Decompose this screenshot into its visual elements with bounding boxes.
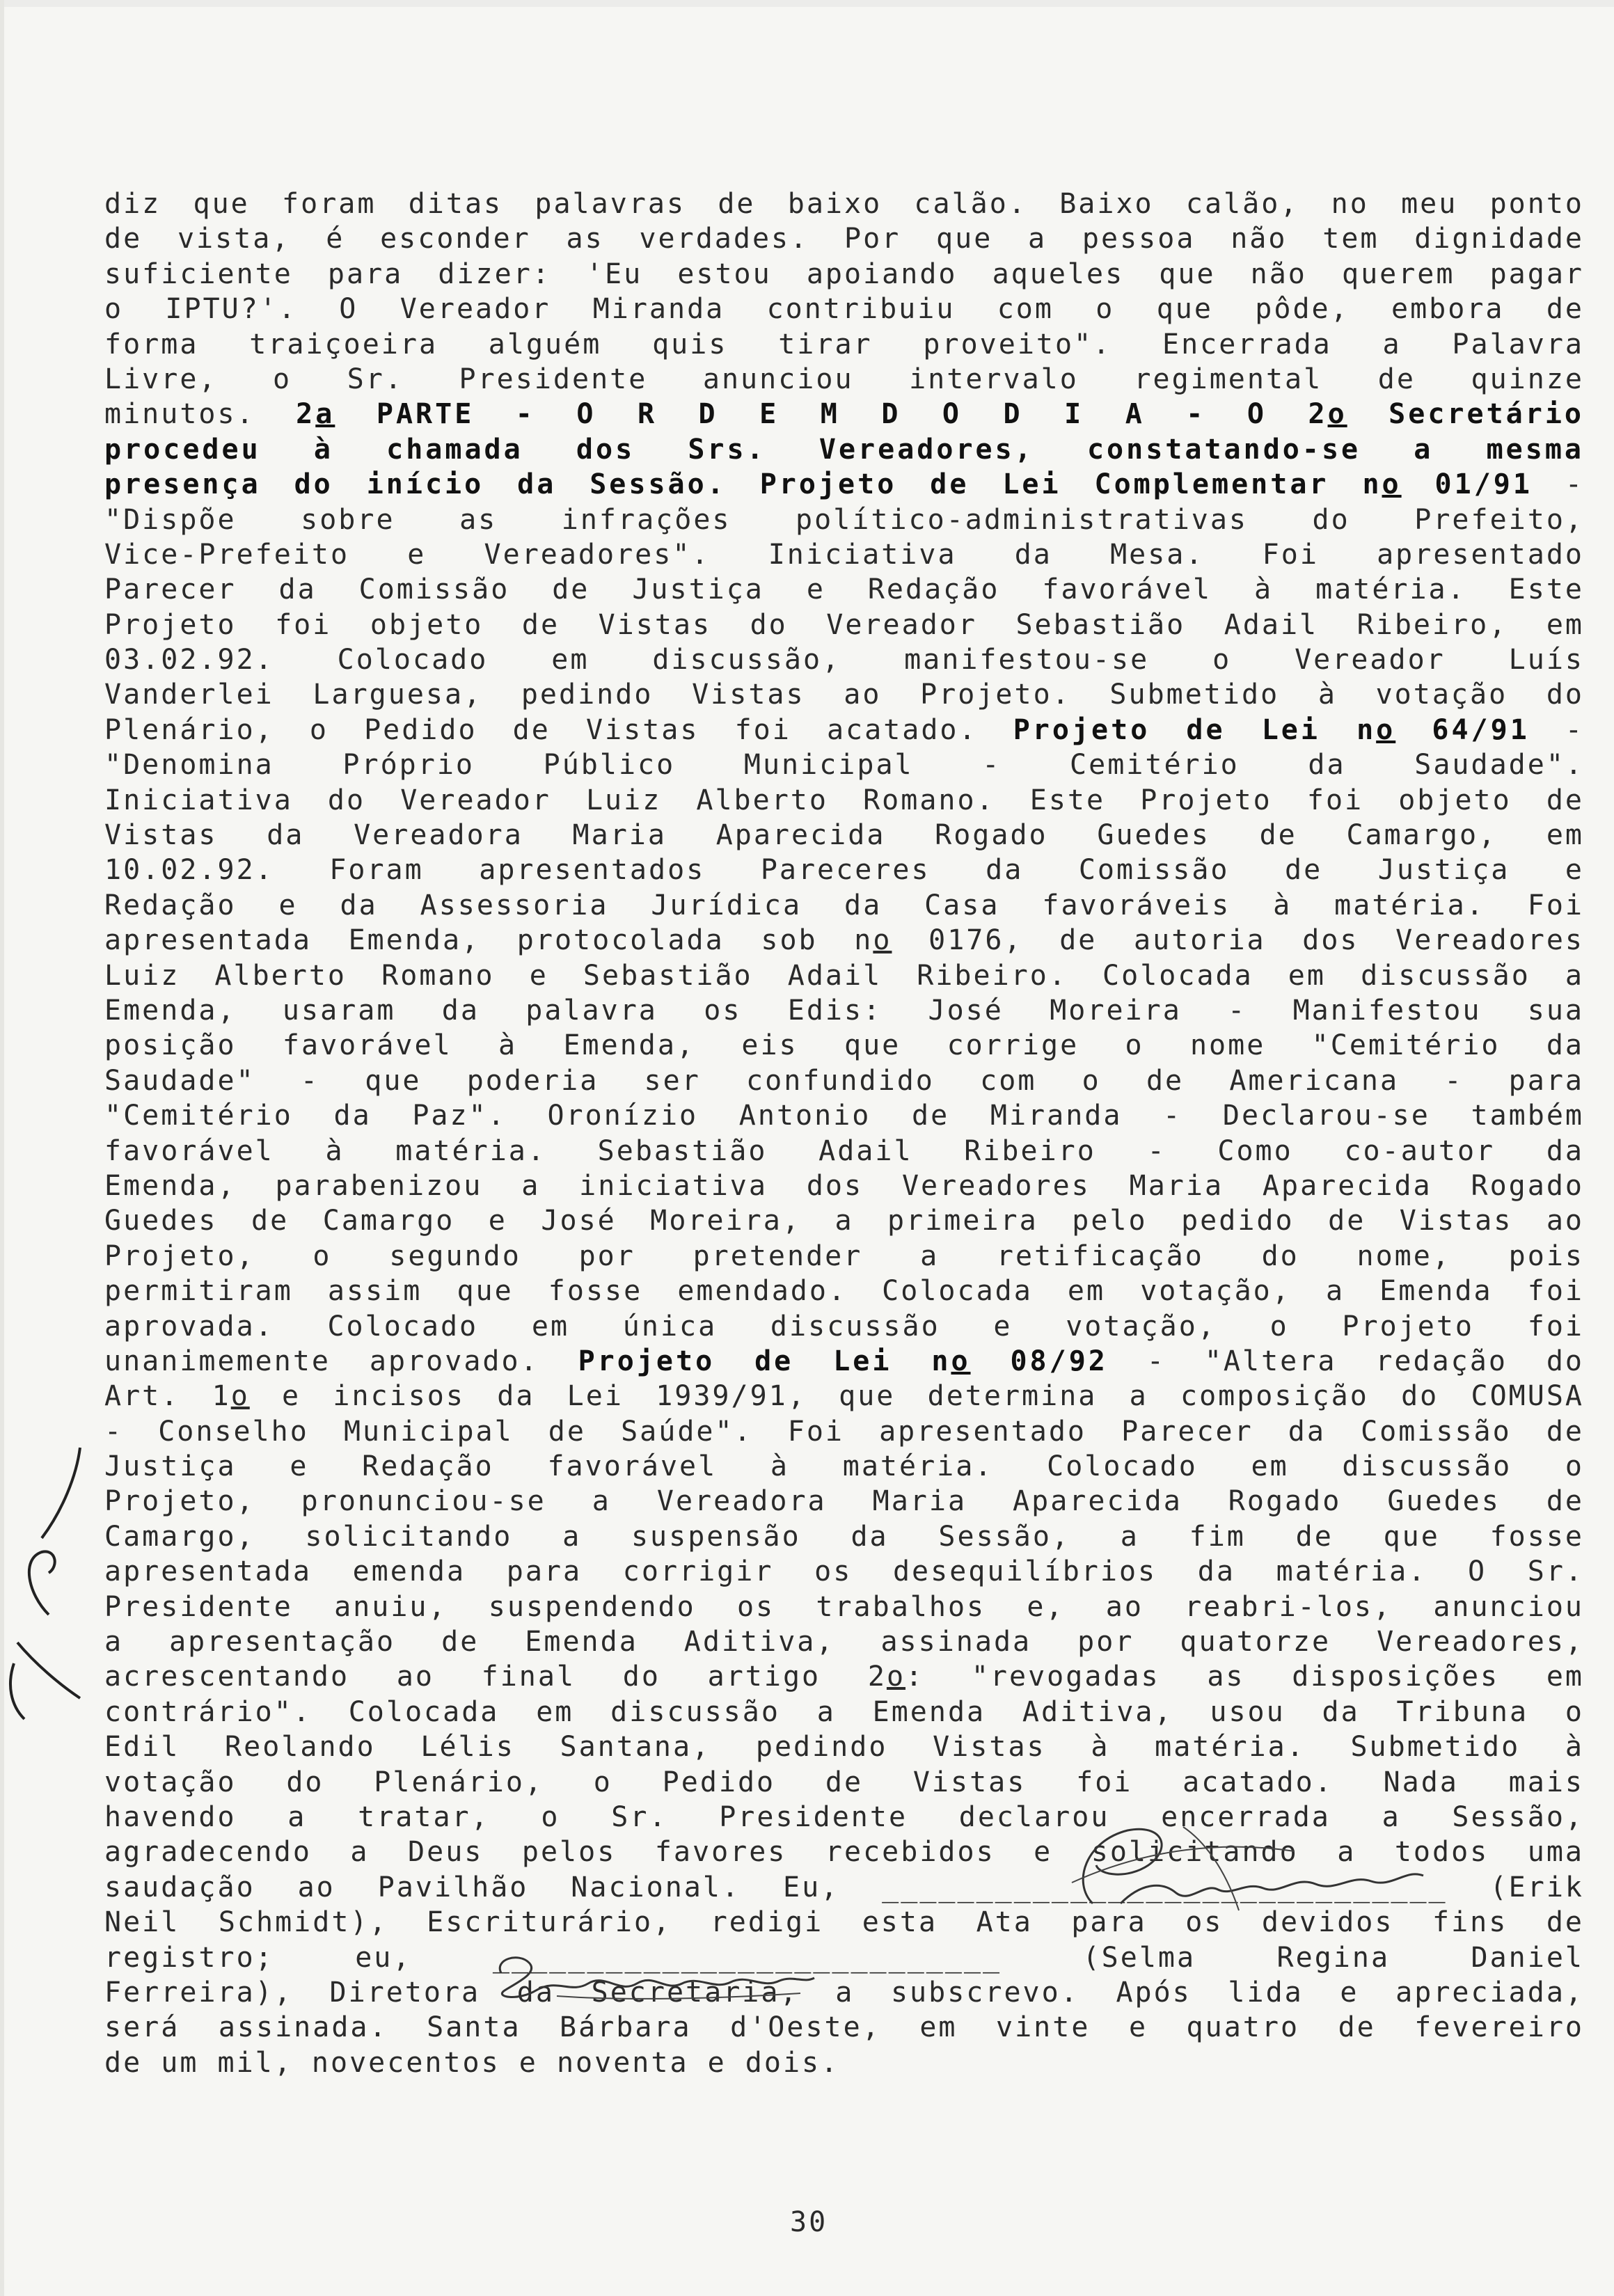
text-segment: havendo a tratar, o Sr. Presidente declarou encerrada a Sessão, xyxy=(104,1800,1584,1833)
text-segment: o xyxy=(230,1380,250,1413)
text-segment: registro; eu, ___________________________ (Selma Regina Daniel xyxy=(104,1941,1584,1974)
text-line xyxy=(104,747,1584,782)
text-segment: o xyxy=(1382,468,1402,501)
text-segment: o xyxy=(951,1345,971,1377)
text-segment: 0176, de autoria dos Vereadores xyxy=(892,924,1585,957)
text-segment: Neil Schmidt), Escriturário, redigi esta Ata para os devidos fins de xyxy=(104,1906,1584,1939)
text-segment: o xyxy=(1327,398,1347,431)
text-line xyxy=(104,1519,1584,1554)
text-segment: Projeto foi objeto de Vistas do Vereador Sebastião Adail Ribeiro, em xyxy=(104,608,1584,641)
text-segment: a xyxy=(315,398,335,431)
text-segment: minutos. xyxy=(104,398,296,431)
text-segment: "Cemitério da Paz". Oronízio Antonio de Miranda - Declarou-se também xyxy=(104,1100,1584,1132)
text-segment: Vistas da Vereadora Maria Aparecida Rogado Guedes de Camargo, em xyxy=(104,819,1584,852)
text-segment: suficiente para dizer: 'Eu estou apoiando aqueles que não querem pagar xyxy=(104,258,1584,290)
text-segment: Projeto, o segundo por pretender a retificação do nome, pois xyxy=(104,1240,1584,1272)
text-segment: Justiça e Redação favorável à matéria. Colocado em discussão o xyxy=(104,1450,1584,1483)
text-line xyxy=(104,1098,1584,1133)
text-line xyxy=(104,608,1584,642)
text-segment: "Dispõe sobre as infrações político-administrativas do Prefeito, xyxy=(104,503,1584,536)
text-segment: diz que foram ditas palavras de baixo calão. Baixo calão, no meu ponto xyxy=(104,188,1584,220)
text-line xyxy=(104,1274,1584,1308)
text-line xyxy=(104,1765,1584,1800)
text-line xyxy=(104,713,1584,747)
text-line xyxy=(104,818,1584,853)
text-line xyxy=(104,1590,1584,1624)
text-segment: 2 xyxy=(1308,398,1328,431)
text-line xyxy=(104,537,1584,572)
text-segment: 08/92 xyxy=(970,1345,1108,1377)
text-line xyxy=(104,1239,1584,1274)
text-segment: o IPTU?'. O Vereador Miranda contribuiu com o que pôde, embora de xyxy=(104,293,1584,326)
text-segment: o xyxy=(1376,713,1396,746)
text-line xyxy=(104,1344,1584,1379)
text-line xyxy=(104,362,1584,397)
handwritten-signature-director xyxy=(452,1935,842,2011)
text-segment: de vista, é esconder as verdades. Por que a pessoa não tem dignidade xyxy=(104,223,1584,255)
text-segment: Vice-Prefeito e Vereadores". Iniciativa da Mesa. Foi apresentado xyxy=(104,538,1584,571)
text-segment: "Denomina Próprio Público Municipal - Cemitério da Saudade". xyxy=(104,749,1584,782)
text-line xyxy=(104,853,1584,887)
text-segment: Emenda, parabenizou a iniciativa dos Vereadores Maria Aparecida Rogado xyxy=(104,1169,1584,1202)
text-segment: - xyxy=(1529,713,1584,746)
text-segment: Emenda, usaram da palavra os Edis: José Moreira - Manifestou sua xyxy=(104,994,1584,1027)
text-segment: PARTE - O R D E M D O D I A - O xyxy=(335,398,1308,431)
text-segment: acrescentando ao final do artigo 2 xyxy=(104,1661,887,1693)
text-segment: Ferreira), Diretora da Secretaria, a subscrevo. Após lida e apreciada, xyxy=(104,1976,1584,2009)
text-segment: Redação e da Assessoria Jurídica da Casa favoráveis à matéria. Foi xyxy=(104,889,1584,921)
text-segment: - Conselho Municipal de Saúde". Foi apresentado Parecer da Comissão de xyxy=(104,1415,1584,1448)
handwritten-margin-rubric xyxy=(0,1434,104,1726)
text-segment: será assinada. Santa Bárbara d'Oeste, em vinte e quatro de fevereiro xyxy=(104,2011,1584,2044)
text-line xyxy=(104,397,1584,432)
text-segment: 64/91 xyxy=(1395,713,1530,746)
text-line xyxy=(104,2010,1584,2045)
page-edge xyxy=(0,0,4,2296)
text-line xyxy=(104,1624,1584,1659)
text-segment: 10.02.92. Foram apresentados Pareceres da Comissão de Justiça e xyxy=(104,854,1584,887)
text-segment: Luiz Alberto Romano e Sebastião Adail Ribeiro. Colocada em discussão a xyxy=(104,959,1584,992)
text-line xyxy=(104,1659,1584,1694)
text-segment: Parecer da Comissão de Justiça e Redação favorável à matéria. Este xyxy=(104,573,1584,606)
text-line xyxy=(104,327,1584,362)
text-segment: Presidente anuiu, suspendendo os trabalhos e, ao reabri-los, anunciou xyxy=(104,1590,1584,1623)
text-line xyxy=(104,993,1584,1028)
text-segment: procedeu à chamada dos Srs. Vereadores, constatando-se a mesma xyxy=(104,433,1584,466)
text-segment: e incisos da Lei 1939/91, que determina a composição do COMUSA xyxy=(249,1380,1584,1413)
text-line xyxy=(104,1063,1584,1098)
text-line xyxy=(104,432,1584,467)
text-segment: Art. 1 xyxy=(104,1380,231,1413)
text-line xyxy=(104,1449,1584,1484)
text-line xyxy=(104,1379,1584,1414)
text-segment: Camargo, solicitando a suspensão da Sessão, a fim de que fosse xyxy=(104,1520,1584,1553)
text-line xyxy=(104,1134,1584,1169)
page-number: 30 xyxy=(790,2206,828,2238)
text-segment: unanimemente aprovado. xyxy=(104,1345,578,1377)
text-segment: de um mil, novecentos e noventa e dois. xyxy=(104,2046,840,2079)
text-segment: - "Altera redação do xyxy=(1107,1345,1585,1377)
text-line xyxy=(104,888,1584,923)
text-line xyxy=(104,2045,1584,2080)
text-line xyxy=(104,1414,1584,1449)
text-line xyxy=(104,1729,1584,1764)
text-line xyxy=(104,502,1584,537)
text-segment: Saudade" - que poderia ser confundido com o de Americana - para xyxy=(104,1064,1584,1097)
text-line xyxy=(104,958,1584,993)
text-line xyxy=(104,292,1584,326)
text-segment: 03.02.92. Colocado em discussão, manifestou-se o Vereador Luís xyxy=(104,644,1584,676)
text-segment: o xyxy=(886,1661,906,1693)
text-segment: contrário". Colocada em discussão a Emenda Aditiva, usou da Tribuna o xyxy=(104,1695,1584,1728)
text-segment: apresentada Emenda, protocolada sob n xyxy=(104,924,873,957)
text-line xyxy=(104,923,1584,958)
text-segment: Vanderlei Larguesa, pedindo Vistas ao Projeto. Submetido à votação do xyxy=(104,679,1584,711)
text-line xyxy=(104,187,1584,221)
text-segment: presença do início da Sessão. Projeto de Lei Complementar n xyxy=(104,468,1382,501)
text-segment: : "revogadas as disposições em xyxy=(905,1661,1584,1693)
text-line xyxy=(104,1554,1584,1589)
text-segment: Livre, o Sr. Presidente anunciou intervalo regimental de quinze xyxy=(104,363,1584,395)
text-line xyxy=(104,1169,1584,1203)
page-edge xyxy=(0,0,1614,7)
text-line xyxy=(104,572,1584,607)
text-segment: permitiram assim que fosse emendado. Colocada em votação, a Emenda foi xyxy=(104,1275,1584,1308)
text-line xyxy=(104,1940,1584,1975)
text-line xyxy=(104,1975,1584,2010)
text-segment: 2 xyxy=(296,398,316,431)
text-line xyxy=(104,1695,1584,1729)
text-line xyxy=(104,783,1584,818)
handwritten-signature-scrivener xyxy=(1044,1799,1434,1938)
text-segment: aprovada. Colocado em única discussão e votação, o Projeto foi xyxy=(104,1310,1584,1343)
text-line xyxy=(104,221,1584,256)
text-line xyxy=(104,642,1584,677)
text-line xyxy=(104,1028,1584,1063)
text-line xyxy=(104,677,1584,712)
text-segment: - xyxy=(1532,468,1585,501)
text-line xyxy=(104,1203,1584,1238)
text-segment: agradecendo a Deus pelos favores recebidos e solicitando a todos uma xyxy=(104,1836,1584,1869)
text-segment: posição favorável à Emenda, eis que corrige o nome "Cemitério da xyxy=(104,1029,1584,1062)
text-segment: forma traiçoeira alguém quis tirar proveito". Encerrada a Palavra xyxy=(104,328,1584,361)
text-segment: apresentada emenda para corrigir os desequilíbrios da matéria. O Sr. xyxy=(104,1555,1584,1588)
text-segment: a apresentação de Emenda Aditiva, assinada por quatorze Vereadores, xyxy=(104,1626,1584,1658)
text-segment: o xyxy=(873,924,892,957)
text-segment: Projeto de Lei n xyxy=(1013,713,1377,746)
text-line xyxy=(104,1484,1584,1519)
text-line xyxy=(104,467,1584,502)
text-segment: 01/91 xyxy=(1401,468,1533,501)
text-segment: Iniciativa do Vereador Luiz Alberto Romano. Este Projeto foi objeto de xyxy=(104,784,1584,816)
text-segment: Projeto, pronunciou-se a Vereadora Maria Aparecida Rogado Guedes de xyxy=(104,1485,1584,1518)
text-line xyxy=(104,1309,1584,1344)
text-segment: Projeto de Lei n xyxy=(578,1345,951,1377)
text-segment: saudação ao Pavilhão Nacional. Eu, ______________________________ (Erik xyxy=(104,1871,1584,1903)
text-segment: Edil Reolando Lélis Santana, pedindo Vistas à matéria. Submetido à xyxy=(104,1731,1584,1764)
text-segment: Plenário, o Pedido de Vistas foi acatado. xyxy=(104,713,1013,746)
text-segment: Secretário xyxy=(1347,398,1584,431)
text-segment: Guedes de Camargo e José Moreira, a primeira pelo pedido de Vistas ao xyxy=(104,1205,1584,1237)
text-line xyxy=(104,257,1584,292)
text-segment: favorável à matéria. Sebastião Adail Ribeiro - Como co-autor da xyxy=(104,1134,1584,1167)
minutes-body-text xyxy=(104,187,1584,2080)
text-segment: votação do Plenário, o Pedido de Vistas foi acatado. Nada mais xyxy=(104,1766,1584,1798)
